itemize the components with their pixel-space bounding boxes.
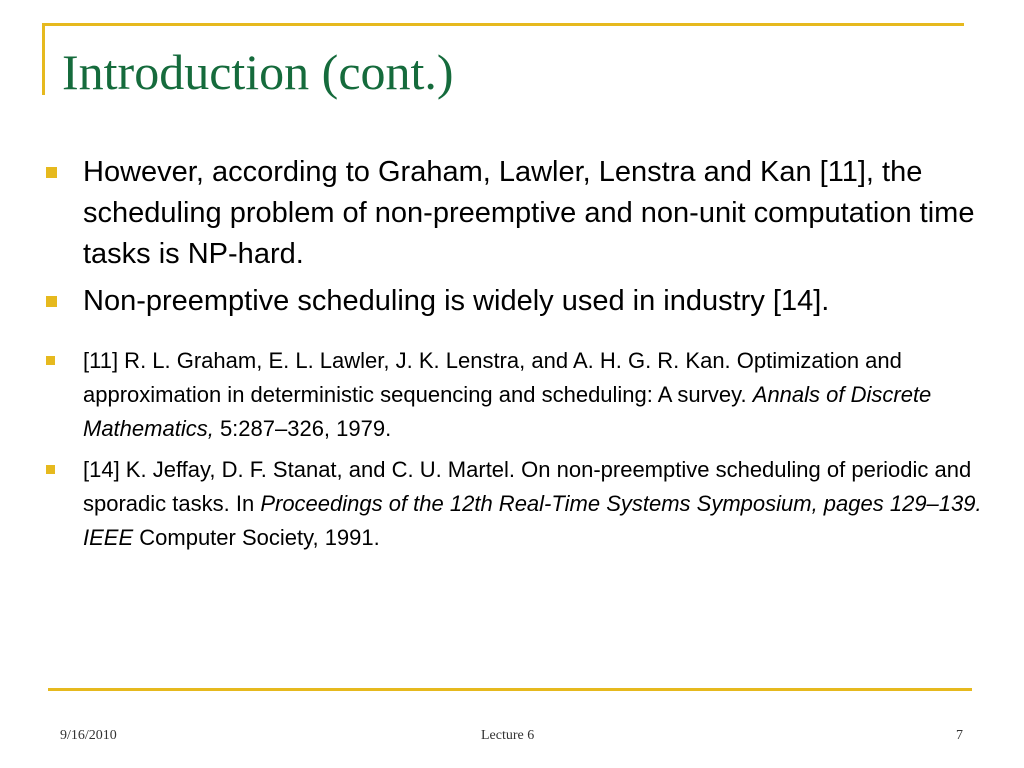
reference-venue: Annals of Discrete Mathematics, xyxy=(83,382,932,441)
reference-14 xyxy=(46,453,1006,555)
square-bullet-icon xyxy=(46,465,55,474)
list-spacer xyxy=(46,328,1006,344)
bullet-text: However, according to Graham, Lawler, Lenstra and Kan [11], the scheduling problem of non-preemptive and non-unit computation time tasks is NP-hard. xyxy=(83,156,975,270)
bullet-industry-use xyxy=(46,281,1006,322)
square-bullet-icon xyxy=(46,356,55,365)
square-bullet-icon xyxy=(46,167,57,178)
bullet-np-hard xyxy=(46,152,1006,275)
reference-details: Computer Society, 1991. xyxy=(133,525,380,550)
footer-lecture: Lecture 6 xyxy=(481,728,535,743)
bullet-list xyxy=(46,152,1006,562)
left-frame-line xyxy=(42,23,45,95)
top-frame-line xyxy=(42,23,964,26)
reference-venue: Proceedings of the 12th Real-Time Systems Symposium, pages 129–139. IEEE xyxy=(83,491,982,550)
footer-date: 9/16/2010 xyxy=(60,728,117,743)
reference-text: [14] K. Jeffay, D. F. Stanat, and C. U. Martel. On non-preemptive scheduling of periodic and sporadic tasks. In xyxy=(83,457,972,516)
footer-page-number: 7 xyxy=(956,728,963,743)
bottom-frame-line xyxy=(48,688,972,691)
bullet-text: Non-preemptive scheduling is widely used in industry [14]. xyxy=(83,285,830,317)
slide-title: Introduction (cont.) xyxy=(62,44,454,100)
reference-11 xyxy=(46,344,1006,446)
reference-text: [11] R. L. Graham, E. L. Lawler, J. K. Lenstra, and A. H. G. R. Kan. Optimization and approximation in deterministic sequencing and scheduling: A survey. xyxy=(83,348,902,407)
reference-details: 5:287–326, 1979. xyxy=(213,416,392,441)
square-bullet-icon xyxy=(46,296,57,307)
